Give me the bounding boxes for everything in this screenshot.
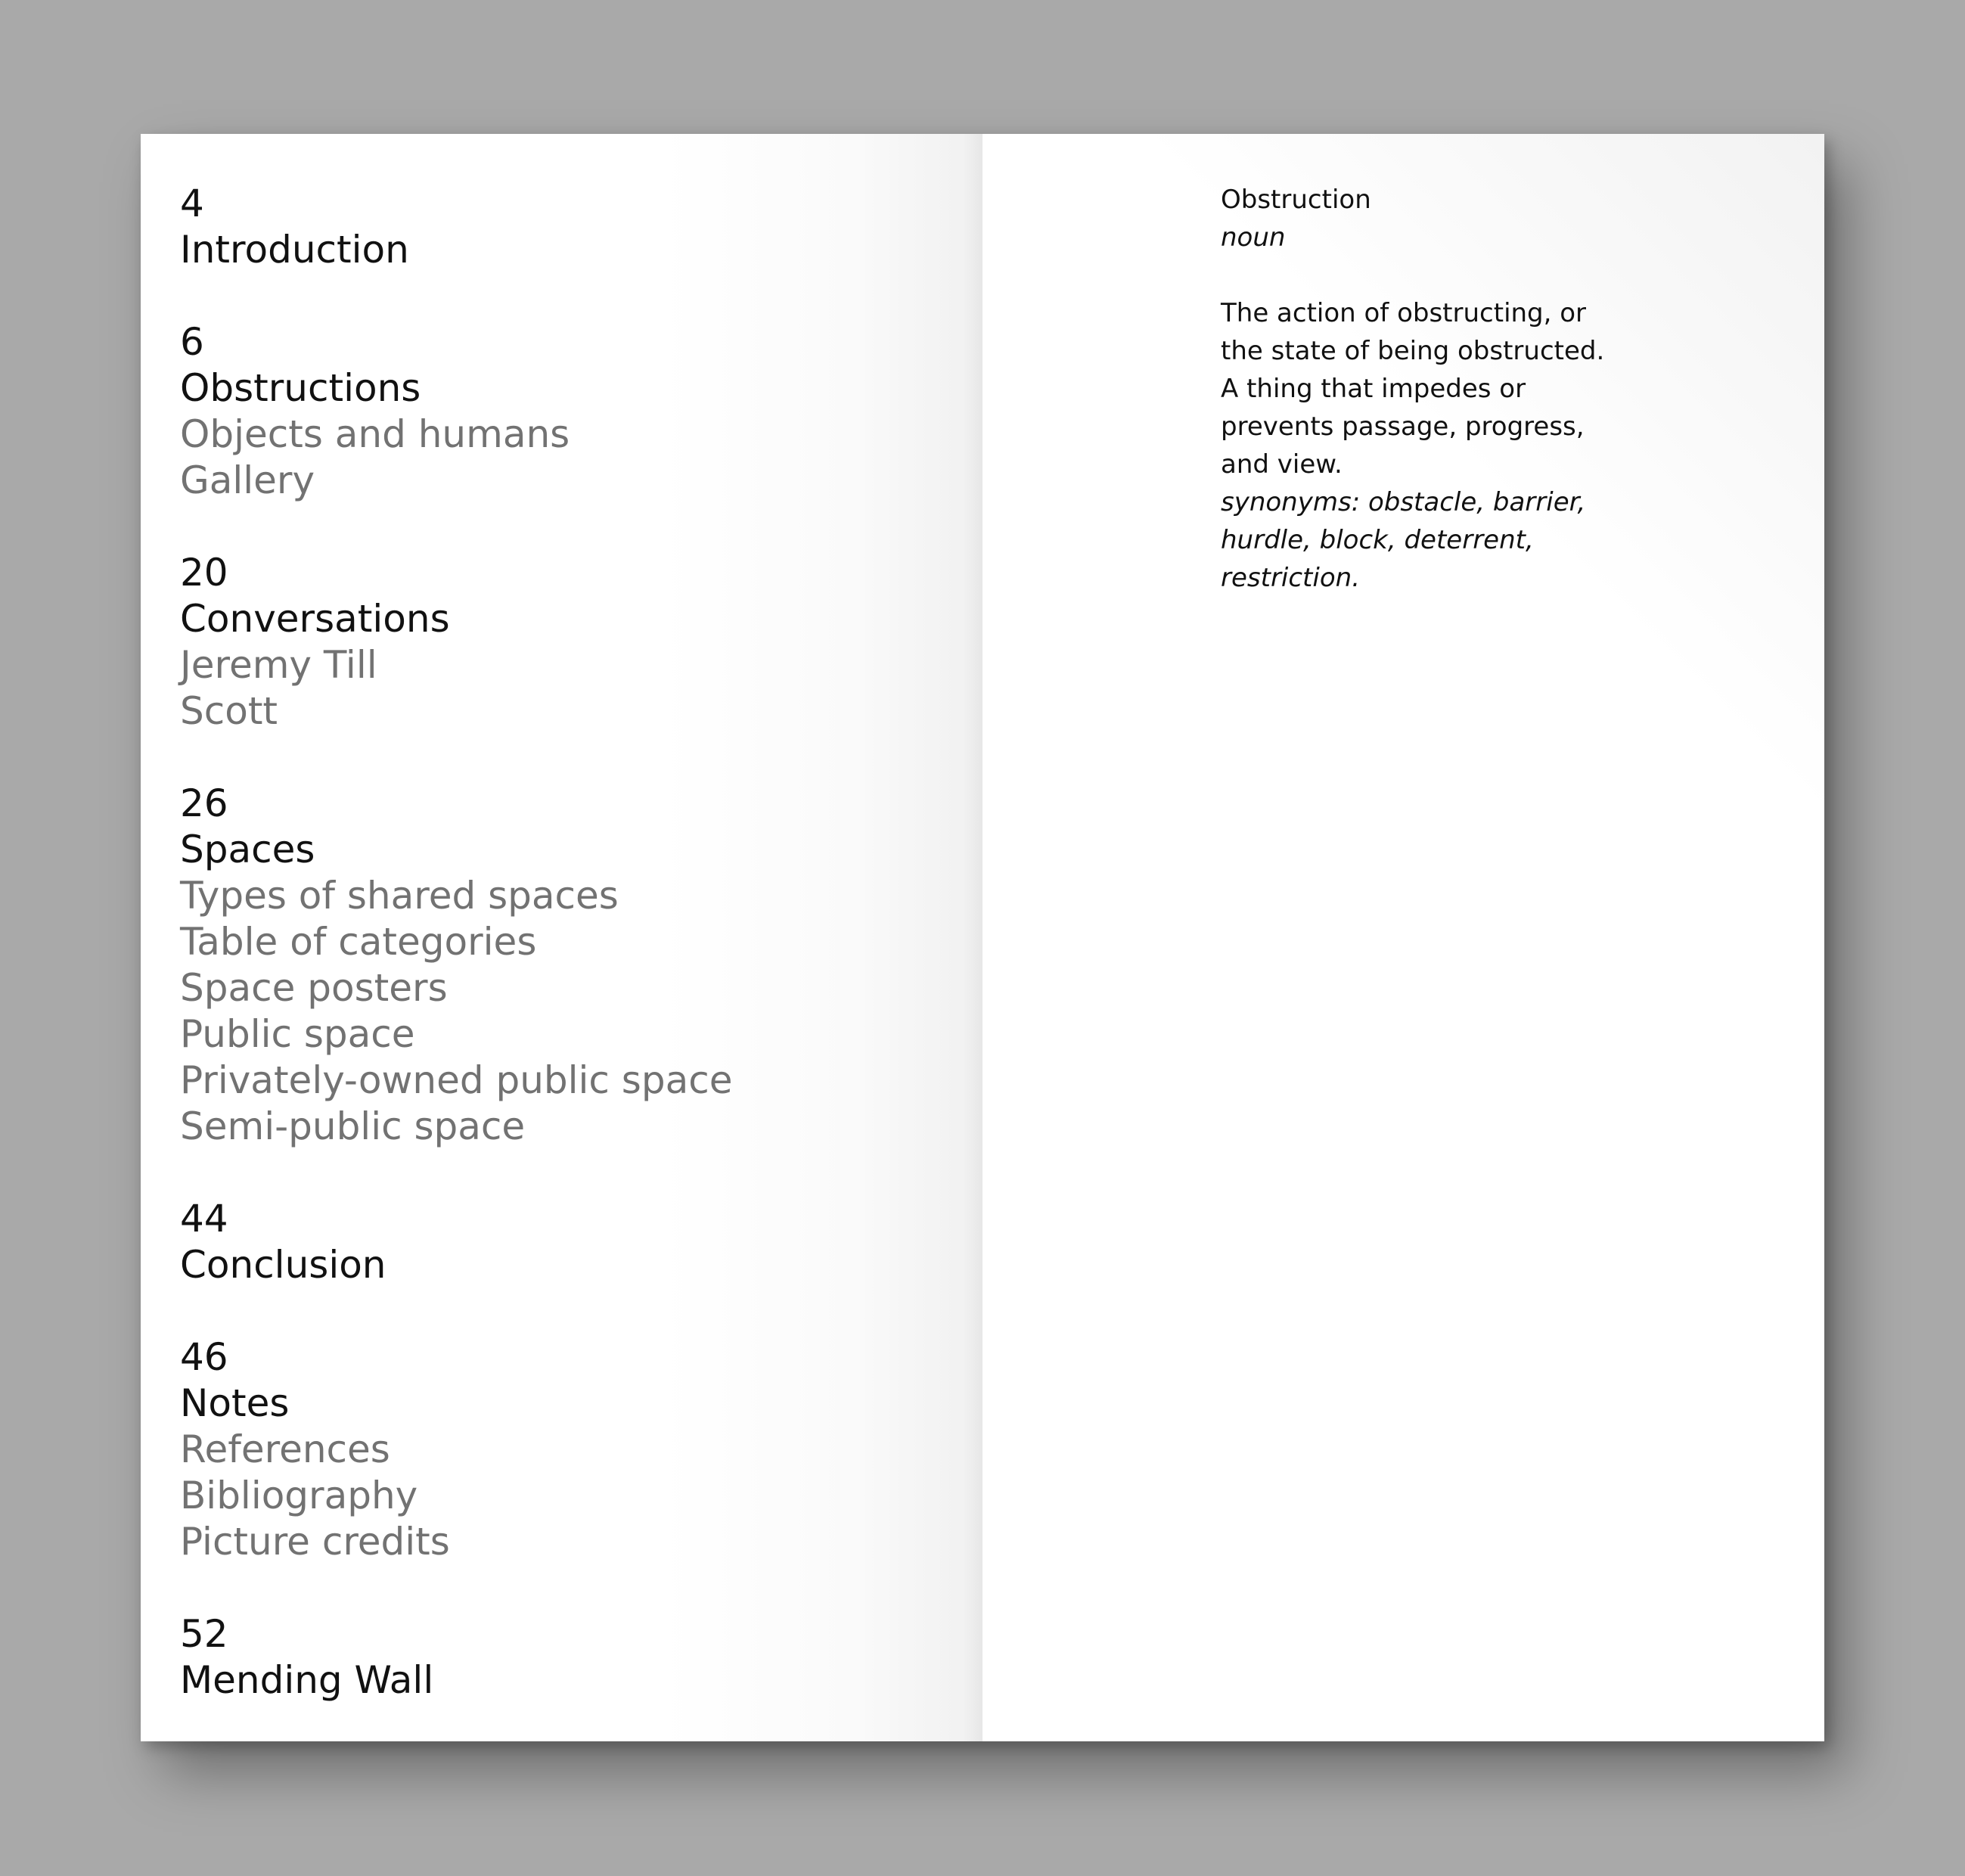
- definition-body-line: The action of obstructing, or: [1221, 298, 1587, 328]
- book-spread: [141, 134, 1824, 1741]
- toc-section-title: Conversations: [180, 597, 450, 641]
- dictionary-definition: [1221, 181, 1604, 597]
- toc-page-number: 52: [180, 1612, 228, 1656]
- left-page: [141, 134, 983, 1741]
- definition-synonyms-line: restriction.: [1221, 563, 1360, 593]
- definition-synonyms-line: synonyms: obstacle, barrier,: [1221, 487, 1586, 517]
- toc-section-title: Introduction: [180, 228, 409, 272]
- toc-subitem: Picture credits: [180, 1520, 450, 1564]
- toc-subitem: Public space: [180, 1012, 415, 1056]
- toc-section-obstructions: [180, 319, 732, 504]
- toc-page-number: 26: [180, 781, 228, 825]
- toc-subitem: Space posters: [180, 966, 448, 1010]
- toc-section-title: Spaces: [180, 828, 315, 871]
- toc-section-notes: [180, 1334, 732, 1565]
- toc-page-number: 20: [180, 551, 228, 595]
- toc-section-spaces: [180, 781, 732, 1150]
- toc-section-conversations: [180, 550, 732, 735]
- toc-section-title: Mending Wall: [180, 1658, 434, 1702]
- definition-part-of-speech: noun: [1221, 222, 1286, 253]
- definition-body-line: the state of being obstructed.: [1221, 336, 1605, 366]
- toc-page-number: 4: [180, 182, 204, 225]
- toc-subitem: Scott: [180, 689, 278, 733]
- toc-subitem: References: [180, 1427, 390, 1471]
- toc-subitem: Bibliography: [180, 1474, 418, 1517]
- toc-subitem: Privately-owned public space: [180, 1058, 733, 1102]
- table-of-contents: [180, 181, 732, 1750]
- toc-section-conclusion: [180, 1196, 732, 1288]
- right-page: [983, 134, 1824, 1741]
- toc-section-introduction: [180, 181, 732, 273]
- toc-section-title: Obstructions: [180, 366, 421, 410]
- toc-subitem: Gallery: [180, 458, 315, 502]
- toc-section-mending-wall: [180, 1611, 732, 1704]
- definition-body-line: and view.: [1221, 449, 1343, 480]
- toc-subitem: Jeremy Till: [180, 643, 377, 687]
- definition-body-line: A thing that impedes or: [1221, 374, 1526, 404]
- toc-subitem: Semi-public space: [180, 1104, 526, 1148]
- definition-spacer: [1221, 256, 1604, 294]
- toc-subitem: Types of shared spaces: [180, 874, 619, 918]
- toc-page-number: 6: [180, 320, 204, 364]
- definition-term: Obstruction: [1221, 185, 1371, 215]
- definition-synonyms-line: hurdle, block, deterrent,: [1221, 525, 1534, 555]
- toc-section-title: Notes: [180, 1381, 290, 1425]
- toc-subitem: Objects and humans: [180, 412, 570, 456]
- toc-section-title: Conclusion: [180, 1243, 386, 1287]
- toc-page-number: 44: [180, 1197, 228, 1241]
- definition-body-line: prevents passage, progress,: [1221, 412, 1585, 442]
- toc-page-number: 46: [180, 1335, 228, 1379]
- toc-subitem: Table of categories: [180, 920, 537, 964]
